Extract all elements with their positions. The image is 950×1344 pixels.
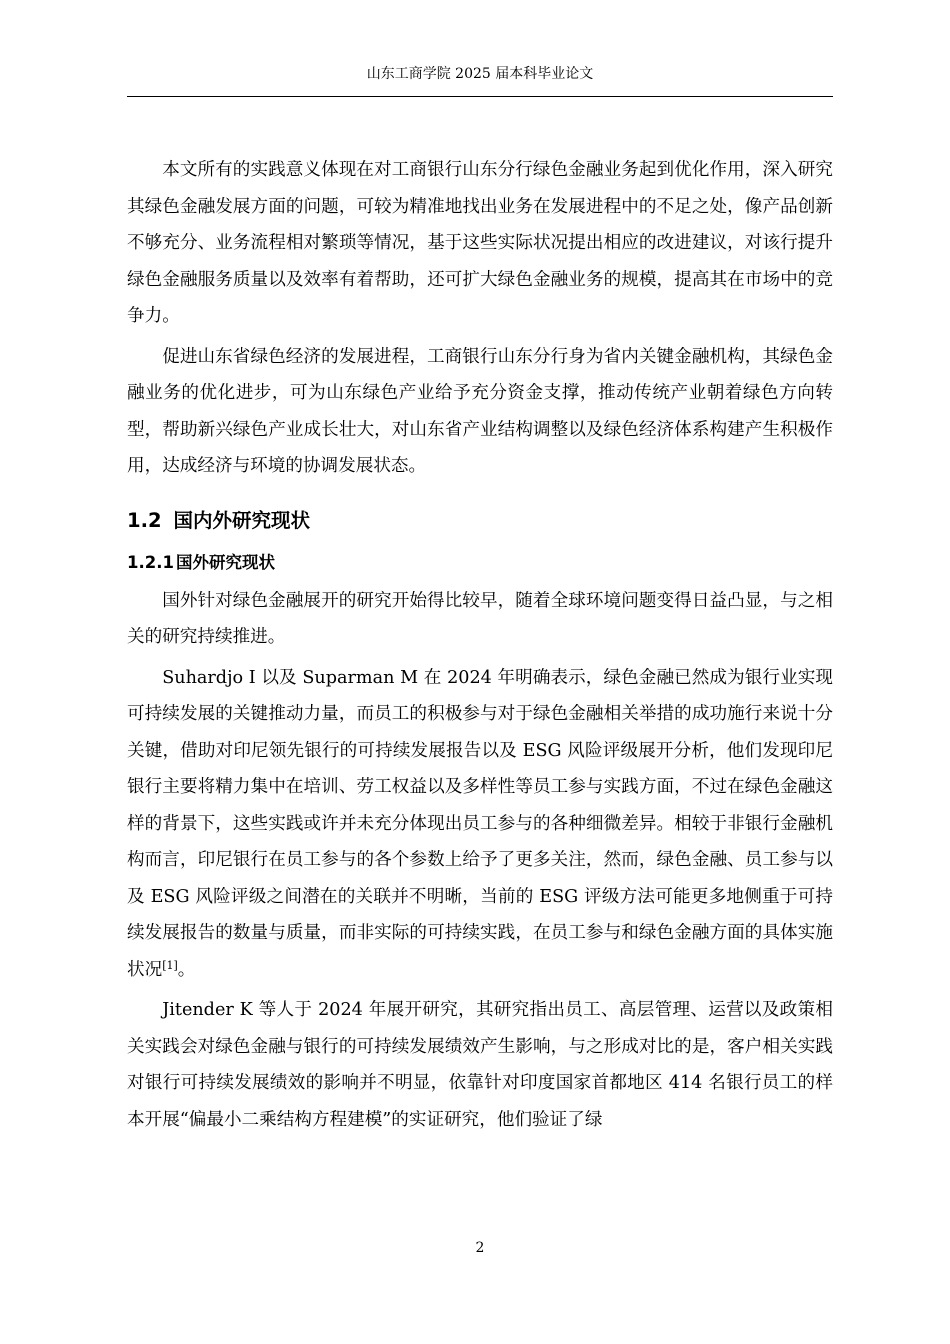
- paragraph-suhardjo-end: 。: [177, 959, 196, 980]
- page-body: [127, 152, 833, 1138]
- paragraph-suhardjo-study: [127, 660, 833, 989]
- paragraph-practical-significance: 本文所有的实践意义体现在对工商银行山东分行绿色金融业务起到优化作用，深入研究其绿色金融发展方面的问题，可较为精准地找出业务在发展进程中的不足之处，像产品创新不够充分、业务流程相对繁琐等情况，基于这些实际状况提出相应的改进建议，对该行提升绿色金融服务质量以及效率有着帮助，还可扩大绿色金融业务的规模，提高其在市场中的竞争力。: [127, 160, 833, 326]
- page-number: 2: [475, 1240, 485, 1256]
- paragraph-jitender-study: Jitender K 等人于 2024 年展开研究，其研究指出员工、高层管理、运营以及政策相关实践会对绿色金融与银行的可持续发展绩效产生影响，与之形成对比的是，客户相关实践对银行可持续发展绩效的影响并不明显，依靠针对印度国家首都地区 414 名银行员工的样本开展“偏最小二乘结构方程建模”的实证研究，他们验证了绿: [127, 1000, 833, 1130]
- paragraph-regional-economy: 促进山东省绿色经济的发展进程，工商银行山东分行身为省内关键金融机构，其绿色金融业务的优化进步，可为山东绿色产业给予充分资金支撑，推动传统产业朝着绿色方向转型，帮助新兴绿色产业成长壮大，对山东省产业结构调整以及绿色经济体系构建产生积极作用，达成经济与环境的协调发展状态。: [127, 346, 833, 476]
- subsection-number: 1.2.1: [127, 552, 174, 572]
- section-heading: [127, 503, 833, 539]
- header-divider: [127, 96, 833, 97]
- page-header: [127, 64, 833, 84]
- citation-marker: [1]: [162, 958, 178, 972]
- section-title: 国内外研究现状: [173, 508, 311, 532]
- section-number: 1.2: [127, 508, 162, 532]
- paragraph-suhardjo-text: Suhardjo I 以及 Suparman M 在 2024 年明确表示，绿色金融已然成为银行业实现可持续发展的关键推动力量，而员工的积极参与对于绿色金融相关举措的成功施行来说十分关键，借助对印尼领先银行的可持续发展报告以及 ESG 风险评级展开分析，他们发现印尼银行主要将精力集中在培训、劳工权益以及多样性等员工参与实践方面，不过在绿色金融这样的背景下，这些实践或许并未充分体现出员工参与的各种细微差异。相较于非银行金融机构而言，印尼银行在员工参与的各个参数上给予了更多关注，然而，绿色金融、员工参与以及 ESG 风险评级之间潜在的关联并不明晰，当前的 ESG 评级方法可能更多地侧重于可持续发展报告的数量与质量，而非实际的可持续实践，在员工参与和绿色金融方面的具体实施状况: [127, 667, 833, 980]
- paragraph-foreign-research-intro: 国外针对绿色金融展开的研究开始得比较早，随着全球环境问题变得日益凸显，与之相关的研究持续推进。: [127, 590, 833, 647]
- subsection-title: 国外研究现状: [175, 552, 275, 572]
- subsection-heading: [127, 547, 833, 579]
- header-title: 山东工商学院 2025 届本科毕业论文: [366, 66, 594, 82]
- page-footer: [127, 1238, 833, 1258]
